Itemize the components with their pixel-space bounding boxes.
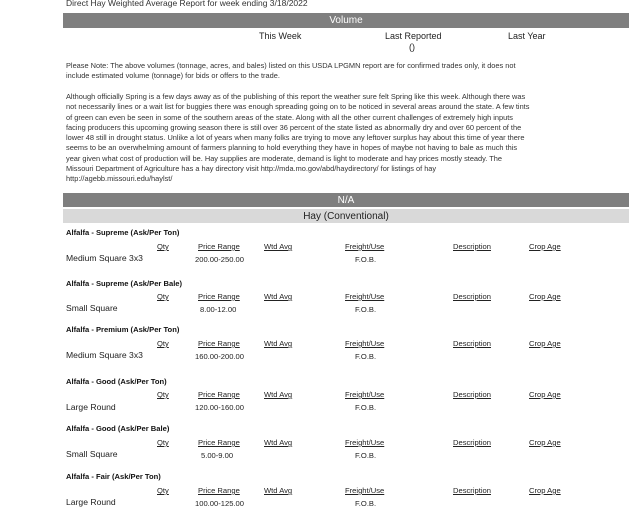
package-type: Medium Square 3x3 bbox=[66, 350, 143, 360]
freight-value: F.O.B. bbox=[355, 305, 377, 314]
col-header-description: Description bbox=[453, 292, 491, 301]
narrative-line: Missouri Department of Agriculture has a hay directory visit http://mda.mo.gov/abd/haydirectory/ for listings of hay bbox=[66, 164, 437, 174]
col-header-qty: Qty bbox=[157, 390, 169, 399]
category-header: Hay (Conventional) bbox=[303, 210, 389, 222]
col-header-crop-age: Crop Age bbox=[529, 486, 561, 495]
freight-value: F.O.B. bbox=[355, 352, 377, 361]
col-header-freight-use: Freight/Use bbox=[345, 339, 385, 348]
freight-value: F.O.B. bbox=[355, 255, 377, 264]
col-header-price-range: Price Range bbox=[198, 242, 240, 251]
price-range-value: 100.00-125.00 bbox=[195, 499, 244, 508]
package-type: Small Square bbox=[66, 449, 118, 459]
col-header-crop-age: Crop Age bbox=[529, 339, 561, 348]
package-type: Large Round bbox=[66, 497, 116, 507]
narrative-line: seems to be an overwhelming amount of farmers planning to hold everything they have in hopes of maybe not having to bale as much this bbox=[66, 143, 518, 153]
col-header-wtd-avg: Wtd Avg bbox=[264, 242, 293, 251]
volume-last-reported-value: () bbox=[409, 42, 415, 52]
volume-col-last-reported: Last Reported bbox=[385, 31, 442, 41]
col-header-price-range: Price Range bbox=[198, 390, 240, 399]
col-header-price-range: Price Range bbox=[198, 438, 240, 447]
region-header-bar bbox=[63, 193, 629, 207]
volume-header-bar bbox=[63, 13, 629, 28]
col-header-crop-age: Crop Age bbox=[529, 390, 561, 399]
market-narrative bbox=[66, 92, 626, 185]
freight-value: F.O.B. bbox=[355, 499, 377, 508]
col-header-freight-use: Freight/Use bbox=[345, 390, 385, 399]
col-header-wtd-avg: Wtd Avg bbox=[264, 292, 293, 301]
narrative-line: lower 48 still in drought status. Unlike a lot of years when many folks are trying to move any leftover surplus hay about this time of year there bbox=[66, 133, 525, 143]
col-header-description: Description bbox=[453, 339, 491, 348]
col-header-price-range: Price Range bbox=[198, 486, 240, 495]
section-title: Alfalfa - Good (Ask/Per Ton) bbox=[66, 377, 167, 386]
section-title: Alfalfa - Premium (Ask/Per Ton) bbox=[66, 325, 180, 334]
col-header-freight-use: Freight/Use bbox=[345, 292, 385, 301]
col-header-qty: Qty bbox=[157, 292, 169, 301]
col-header-description: Description bbox=[453, 486, 491, 495]
col-header-freight-use: Freight/Use bbox=[345, 438, 385, 447]
col-header-wtd-avg: Wtd Avg bbox=[264, 486, 293, 495]
note-line: Please Note: The above volumes (tonnage, acres, and bales) listed on this USDA LPGMN report are for confirmed trades only, it does not bbox=[66, 61, 516, 70]
col-header-crop-age: Crop Age bbox=[529, 292, 561, 301]
price-range-value: 200.00-250.00 bbox=[195, 255, 244, 264]
col-header-crop-age: Crop Age bbox=[529, 242, 561, 251]
volume-header: Volume bbox=[329, 15, 363, 26]
narrative-line: Although officially Spring is a few days away as of the publishing of this report the weather sure felt Spring like this week. Although there was bbox=[66, 92, 526, 101]
region-header: N/A bbox=[337, 194, 355, 206]
note-line: include estimated volume (tonnage) for bids or offers to the trade. bbox=[66, 71, 280, 81]
col-header-crop-age: Crop Age bbox=[529, 438, 561, 447]
col-header-qty: Qty bbox=[157, 438, 169, 447]
col-header-qty: Qty bbox=[157, 339, 169, 348]
narrative-line: of green can even be seen in some of the southern areas of the state. Along with all the other current challenges of extremely high inputs bbox=[66, 112, 513, 122]
price-range-value: 120.00-160.00 bbox=[195, 403, 244, 412]
narrative-line: http://agebb.missouri.edu/haylst/ bbox=[66, 174, 173, 184]
narrative-line: not necessarily lines or a wait list for buggies there was enough spreading going on to be noticed in several areas around the state. A few tints bbox=[66, 102, 530, 112]
section-title: Alfalfa - Fair (Ask/Per Ton) bbox=[66, 472, 161, 481]
col-header-price-range: Price Range bbox=[198, 292, 240, 301]
package-type: Large Round bbox=[66, 402, 116, 412]
col-header-description: Description bbox=[453, 390, 491, 399]
price-range-value: 8.00-12.00 bbox=[200, 305, 237, 314]
price-range-value: 160.00-200.00 bbox=[195, 352, 244, 361]
col-header-freight-use: Freight/Use bbox=[345, 242, 385, 251]
volume-note bbox=[66, 61, 626, 82]
col-header-qty: Qty bbox=[157, 242, 169, 251]
section-title: Alfalfa - Supreme (Ask/Per Bale) bbox=[66, 279, 183, 288]
freight-value: F.O.B. bbox=[355, 403, 377, 412]
volume-col-last-year: Last Year bbox=[508, 31, 546, 41]
volume-col-this-week: This Week bbox=[259, 31, 302, 41]
narrative-line: year given what cost of production will be. Hay supplies are moderate, demand is light to moderate and hay prices mostly steady. The bbox=[66, 153, 502, 163]
col-header-price-range: Price Range bbox=[198, 339, 240, 348]
col-header-description: Description bbox=[453, 438, 491, 447]
section-title: Alfalfa - Supreme (Ask/Per Ton) bbox=[66, 228, 180, 237]
col-header-description: Description bbox=[453, 242, 491, 251]
category-header-bar bbox=[63, 209, 629, 223]
col-header-wtd-avg: Wtd Avg bbox=[264, 390, 293, 399]
col-header-wtd-avg: Wtd Avg bbox=[264, 339, 293, 348]
narrative-line: facing producers this upcoming growing season there is still over 36 percent of the state listed as abnormally dry and over 60 percent of the bbox=[66, 122, 522, 132]
section-title: Alfalfa - Good (Ask/Per Bale) bbox=[66, 424, 170, 433]
col-header-qty: Qty bbox=[157, 486, 169, 495]
price-range-value: 5.00-9.00 bbox=[201, 451, 234, 460]
package-type: Medium Square 3x3 bbox=[66, 253, 143, 263]
col-header-wtd-avg: Wtd Avg bbox=[264, 438, 293, 447]
freight-value: F.O.B. bbox=[355, 451, 377, 460]
report-title: Direct Hay Weighted Average Report for week ending 3/18/2022 bbox=[66, 0, 308, 8]
col-header-freight-use: Freight/Use bbox=[345, 486, 385, 495]
package-type: Small Square bbox=[66, 303, 118, 313]
